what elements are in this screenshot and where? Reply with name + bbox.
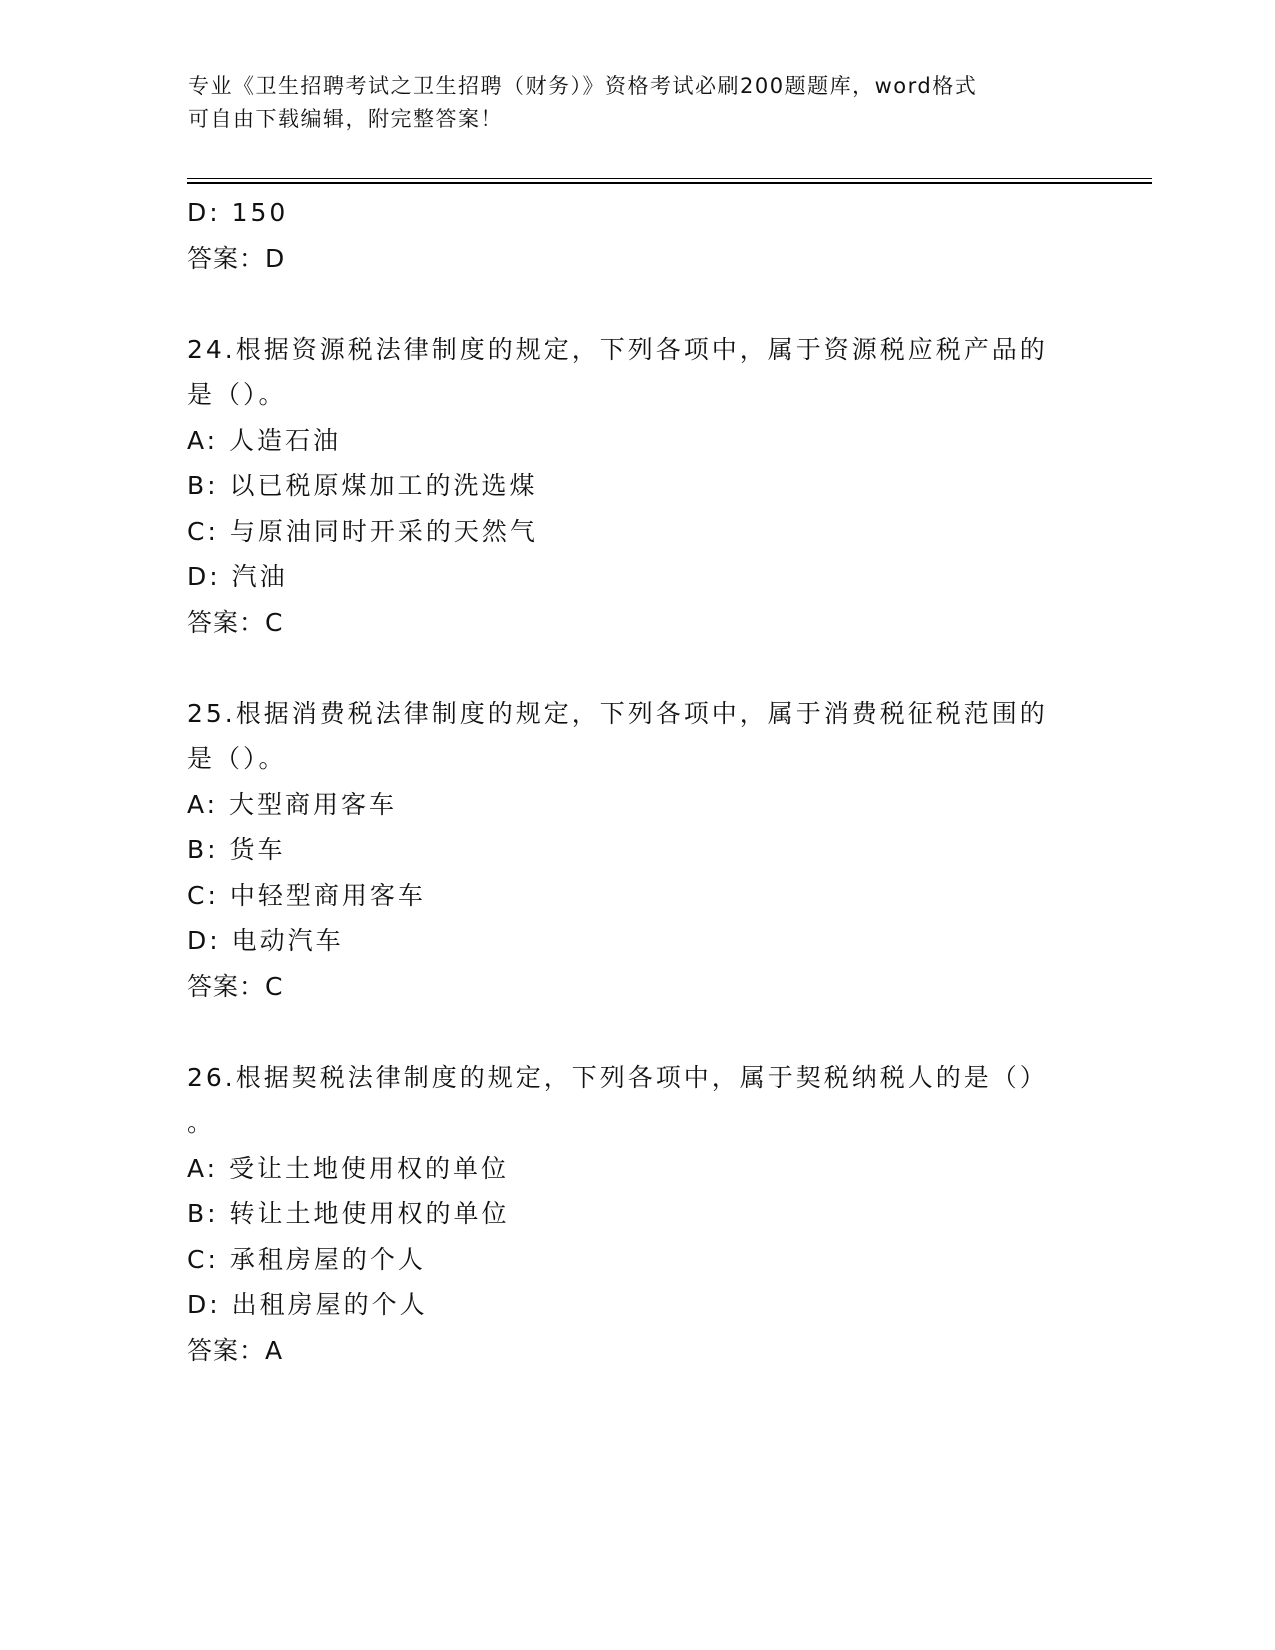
option-c: C: 承租房屋的个人 [187, 1244, 426, 1274]
answer: 答案：A [187, 1335, 284, 1365]
option-c: C: 中轻型商用客车 [187, 880, 426, 910]
option-d: D: 电动汽车 [187, 926, 344, 955]
option-a: A: 人造石油 [187, 425, 342, 455]
option-b: B: 以已税原煤加工的洗选煤 [187, 471, 538, 500]
header-title-line-1: 专业《卫生招聘考试之卫生招聘（财务）》资格考试必刷200题题库，word格式 [188, 74, 978, 98]
option-b: B: 转让土地使用权的单位 [187, 1199, 510, 1228]
option-d: D: 150 [187, 198, 289, 227]
question-stem: 26.根据契税法律制度的规定，下列各项中，属于契税纳税人的是（） [187, 1062, 1048, 1092]
option-a: A: 大型商用客车 [187, 789, 398, 819]
option-b: B: 货车 [187, 835, 286, 864]
option-d: D: 出租房屋的个人 [187, 1290, 428, 1319]
page-header [188, 70, 1068, 136]
spacer [187, 281, 1087, 327]
spacer [187, 645, 1087, 691]
question-stem-continued: 是（）。 [187, 380, 287, 409]
spacer [187, 1009, 1087, 1055]
question-26 [187, 1055, 1087, 1374]
question-24 [187, 327, 1087, 646]
answer: 答案：C [187, 971, 284, 1001]
header-divider [187, 178, 1152, 184]
question-stem-continued: 是（）。 [187, 744, 287, 773]
question-stem: 25.根据消费税法律制度的规定，下列各项中，属于消费税征税范围的 [187, 698, 1048, 728]
previous-question-tail [187, 190, 1087, 281]
option-a: A: 受让土地使用权的单位 [187, 1153, 510, 1183]
header-title-line-2: 可自由下载编辑，附完整答案！ [188, 107, 503, 131]
answer: 答案：C [187, 607, 284, 637]
question-content [187, 190, 1087, 1373]
option-d: D: 汽油 [187, 562, 288, 591]
question-stem-continued: 。 [187, 1108, 216, 1137]
answer: 答案：D [187, 243, 286, 273]
option-c: C: 与原油同时开采的天然气 [187, 516, 538, 546]
question-stem: 24.根据资源税法律制度的规定，下列各项中，属于资源税应税产品的 [187, 334, 1048, 364]
question-25 [187, 691, 1087, 1010]
